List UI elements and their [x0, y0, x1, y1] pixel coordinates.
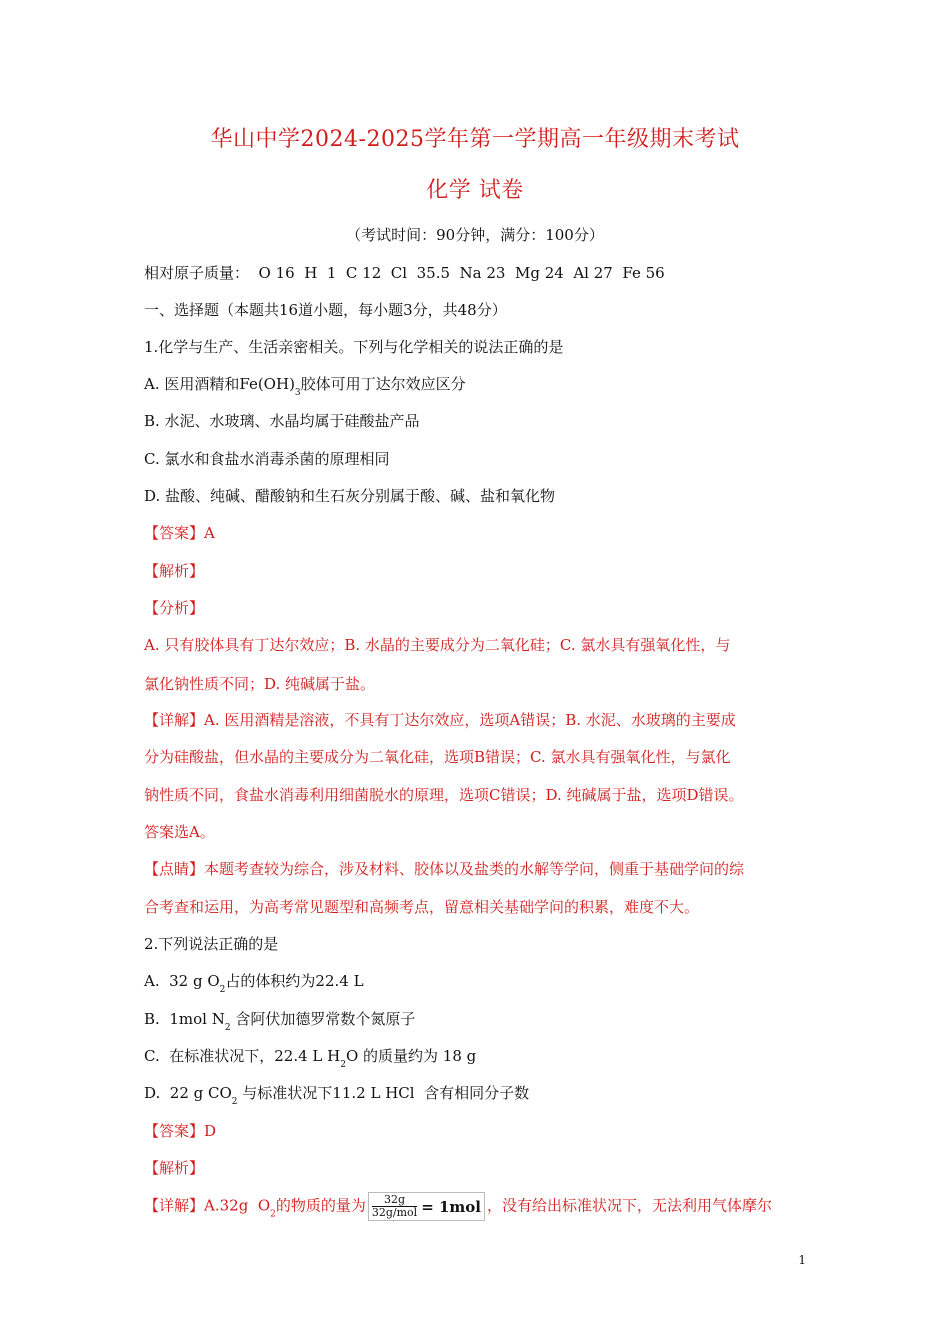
- molar-fraction-formula: 32g 32g/mol = 1mol: [368, 1192, 485, 1221]
- q2-option-b: B. 1mol $N_2$ 含阿伏加德罗常数个氮原子: [144, 1010, 416, 1033]
- q2-stem: 2.下列说法正确的是: [144, 935, 279, 953]
- exam-info: （考试时间：90分钟，满分：100分）: [346, 226, 604, 244]
- q1-dianjing-line-2: 合考查和运用，为高考常见题型和高频考点，留意相关基础学问的积累，难度不大。: [144, 898, 700, 916]
- exam-subtitle: 化学 试卷: [426, 178, 524, 203]
- q1-xiangjie-line-2: 分为硅酸盐，但水晶的主要成分为二氧化硅，选项B错误；C. 氯水具有强氧化性，与氯化: [144, 748, 731, 766]
- q2-option-a: A. 32 g $O_2$占的体积约为22.4 L: [144, 972, 364, 995]
- q1-option-b: B. 水泥、水玻璃、水晶均属于硅酸盐产品: [144, 412, 420, 430]
- q2-option-d: D. 22 g $CO_2$ 与标准状况下11.2 L HCl 含有相同分子数: [144, 1084, 530, 1107]
- q2-jiexi-label: 【解析】: [144, 1159, 205, 1177]
- q1-option-a: A. 医用酒精和$Fe(OH)_3$胶体可用丁达尔效应区分: [144, 375, 466, 398]
- q1-stem: 1.化学与生产、生活亲密相关。下列与化学相关的说法正确的是: [144, 338, 564, 356]
- q1-fenxi-line-2: 氯化钠性质不同；D. 纯碱属于盐。: [144, 675, 376, 693]
- q1-option-d: D. 盐酸、纯碱、醋酸钠和生石灰分别属于酸、碱、盐和氧化物: [144, 487, 556, 505]
- q1-fenxi-label: 【分析】: [144, 599, 205, 617]
- q1-fenxi-line-1: A. 只有胶体具有丁达尔效应；B. 水晶的主要成分为二氧化硅；C. 氯水具有强氧化性，与: [144, 636, 731, 654]
- q1-option-c: C. 氯水和食盐水消毒杀菌的原理相同: [144, 450, 390, 468]
- q2-option-c: C. 在标准状况下，22.4 L $H_2O$ 的质量约为 18 g: [144, 1047, 477, 1070]
- exam-title: 华山中学2024-2025学年第一学期高一年级期末考试: [210, 127, 740, 152]
- q1-dianjing-line-1: 【点睛】本题考查较为综合，涉及材料、胶体以及盐类的水解等学问，侧重于基础学问的综: [144, 860, 745, 878]
- q2-answer: 【答案】D: [144, 1122, 217, 1140]
- q1-jiexi-label: 【解析】: [144, 562, 205, 580]
- q1-xiangjie-line-3: 钠性质不同，食盐水消毒利用细菌脱水的原理，选项C错误；D. 纯碱属于盐，选项D错误。: [144, 786, 744, 804]
- q2-xiangjie-line-1: 【详解】A.32g $O_2$的物质的量为 32g 32g/mol = 1mol ，没有给出标准状况下，无法利用气体摩尔: [144, 1193, 773, 1220]
- atomic-masses: 相对原子质量： O 16 H 1 C 12 Cl 35.5 Na 23 Mg 24 Al 27 Fe 56: [144, 264, 665, 282]
- q1-xiangjie-line-1: 【详解】A. 医用酒精是溶液，不具有丁达尔效应，选项A错误；B. 水泥、水玻璃的主要成: [144, 711, 736, 729]
- q1-xiangjie-line-4: 答案选A。: [144, 823, 215, 841]
- q1-answer: 【答案】A: [144, 524, 215, 542]
- page-number: 1: [798, 1253, 806, 1267]
- section-heading: 一、选择题（本题共16道小题，每小题3分，共48分）: [144, 301, 507, 319]
